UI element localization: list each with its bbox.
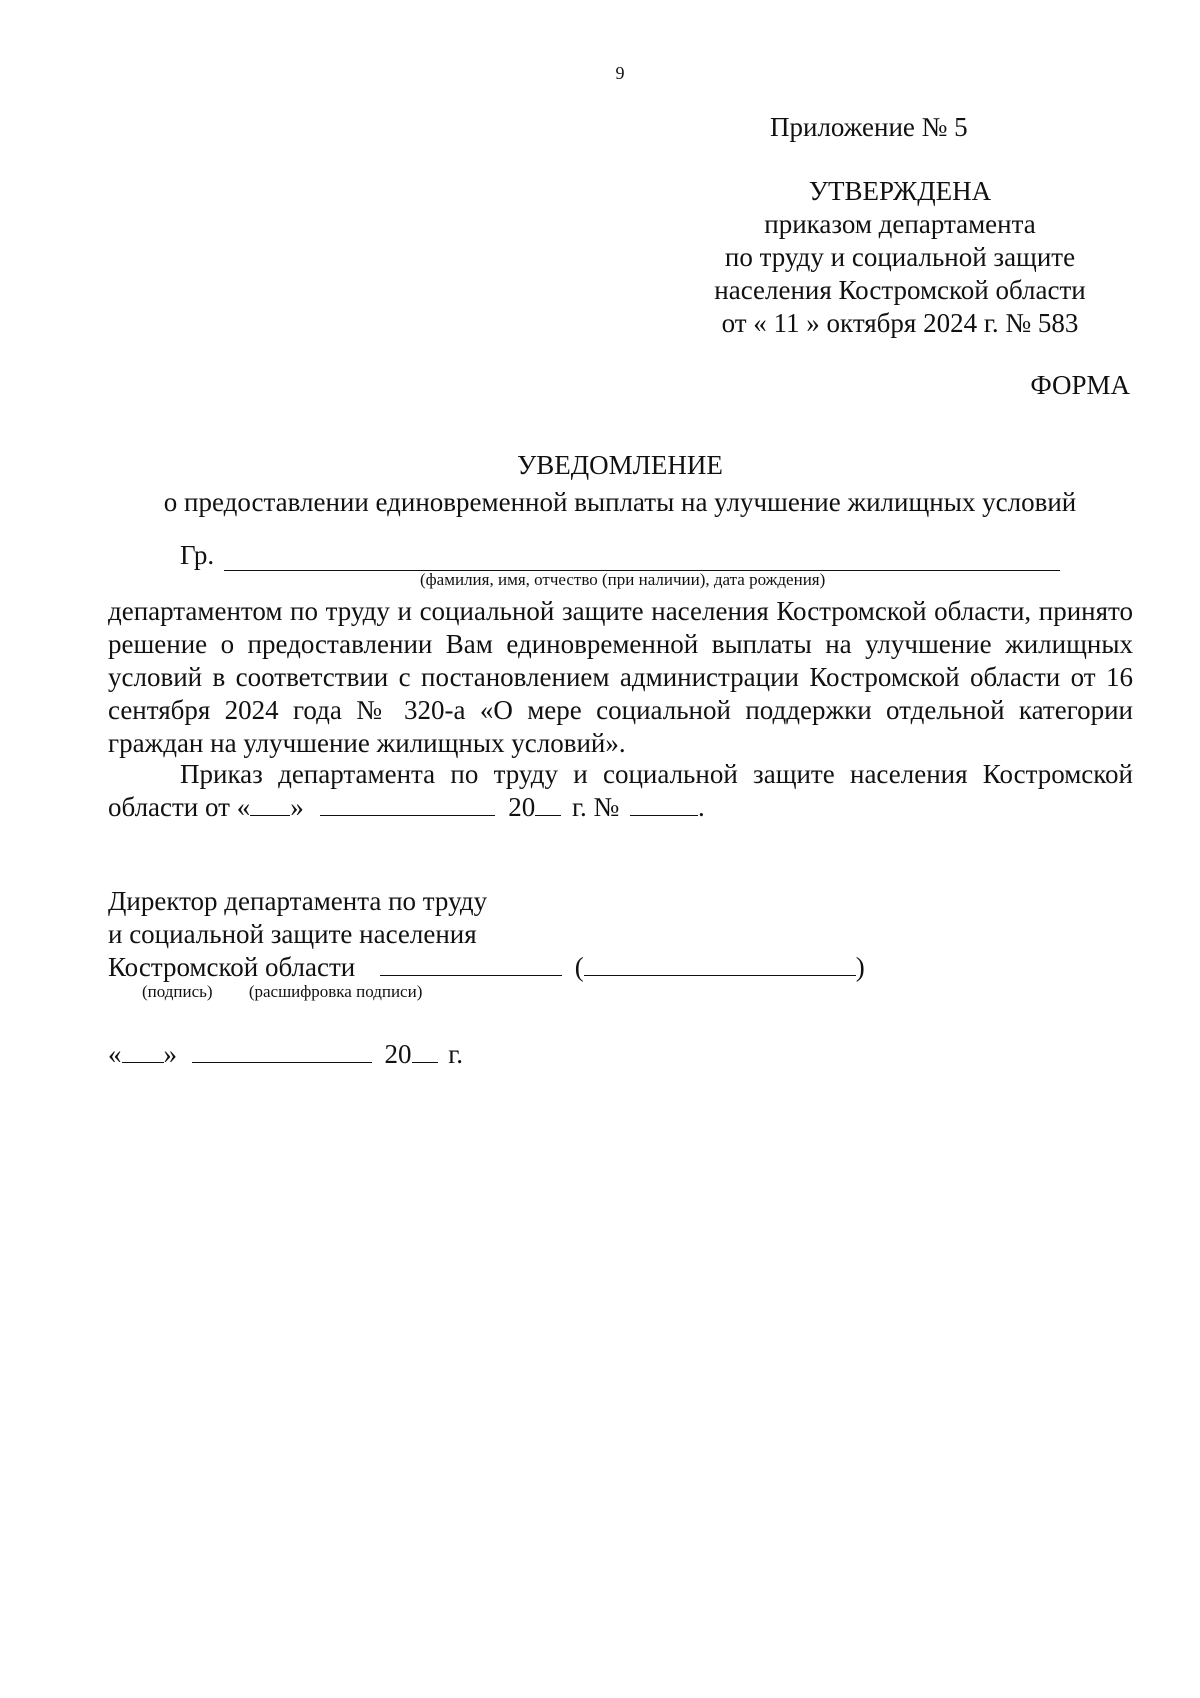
page-number: 9 bbox=[615, 63, 625, 83]
approval-line: по труду и социальной защите bbox=[724, 242, 1076, 272]
form-label: ФОРМА bbox=[1030, 370, 1130, 400]
order-year: 20 bbox=[508, 792, 536, 822]
director-line: и социальной защите населения bbox=[108, 919, 477, 949]
date-open-quote: « bbox=[108, 1039, 122, 1069]
signature-decode-blank bbox=[584, 951, 856, 976]
order-year-blank bbox=[535, 791, 561, 816]
document-title: УВЕДОМЛЕНИЕ bbox=[517, 450, 723, 480]
order-number-blank bbox=[630, 791, 698, 816]
signature-decode-caption: (расшифровка подписи) bbox=[248, 982, 423, 1001]
director-block bbox=[108, 885, 865, 984]
approved-label: УТВЕРЖДЕНА bbox=[808, 176, 992, 206]
order-paragraph bbox=[108, 758, 1133, 824]
citizen-caption: (фамилия, имя, отчество (при наличии), дата рождения) bbox=[420, 570, 826, 589]
director-line: Директор департамента по труду bbox=[108, 886, 488, 916]
signature-blank bbox=[380, 951, 562, 976]
citizen-row bbox=[180, 540, 1060, 571]
approval-line: от « 11 » октября 2024 г. № 583 bbox=[721, 308, 1079, 338]
order-prefix: области от « bbox=[108, 792, 251, 822]
signature-captions bbox=[142, 982, 422, 1002]
approval-line: населения Костромской области bbox=[714, 275, 1086, 305]
date-year-blank bbox=[412, 1038, 438, 1063]
order-close-quote: » bbox=[290, 792, 304, 822]
appendix-label: Приложение № 5 bbox=[770, 112, 968, 142]
director-line: Костромской области bbox=[108, 952, 356, 982]
order-day-blank bbox=[250, 791, 290, 816]
date-row bbox=[108, 1038, 463, 1070]
document-subtitle: о предоставлении единовременной выплаты на улучшение жилищных условий bbox=[163, 487, 1077, 517]
open-paren: ( bbox=[574, 952, 584, 982]
approval-block bbox=[680, 175, 1120, 340]
body-paragraph-text: департаментом по труду и социальной защите населения Костромской области, принято решение о предоставлении Вам единовременной выплаты на улучшение жилищных условий в соответствии с постановлением администрации Костромской области от 16 сентября 2024 года № 320-а «О мере социальной поддержки отдельной категории граждан на улучшение жилищных условий». bbox=[108, 596, 1133, 758]
body-paragraph bbox=[108, 595, 1133, 760]
order-number-label: г. № bbox=[571, 792, 620, 822]
date-year: 20 bbox=[384, 1039, 412, 1069]
order-month-blank bbox=[320, 791, 495, 816]
signature-caption: (подпись) bbox=[142, 982, 213, 1001]
order-line-2 bbox=[108, 791, 1133, 824]
close-paren: ) bbox=[855, 952, 865, 982]
citizen-prefix: Гр. bbox=[180, 540, 215, 570]
date-day-blank bbox=[122, 1038, 164, 1063]
date-suffix: г. bbox=[448, 1039, 464, 1069]
citizen-name-blank bbox=[224, 543, 1060, 571]
director-sign-row bbox=[108, 951, 865, 984]
order-line-1: Приказ департамента по труду и социальной защите населения Костромской bbox=[180, 759, 1133, 789]
approval-line: приказом департамента bbox=[764, 209, 1036, 239]
date-close-quote: » bbox=[163, 1039, 177, 1069]
date-month-blank bbox=[192, 1038, 372, 1063]
order-end: . bbox=[698, 792, 705, 822]
